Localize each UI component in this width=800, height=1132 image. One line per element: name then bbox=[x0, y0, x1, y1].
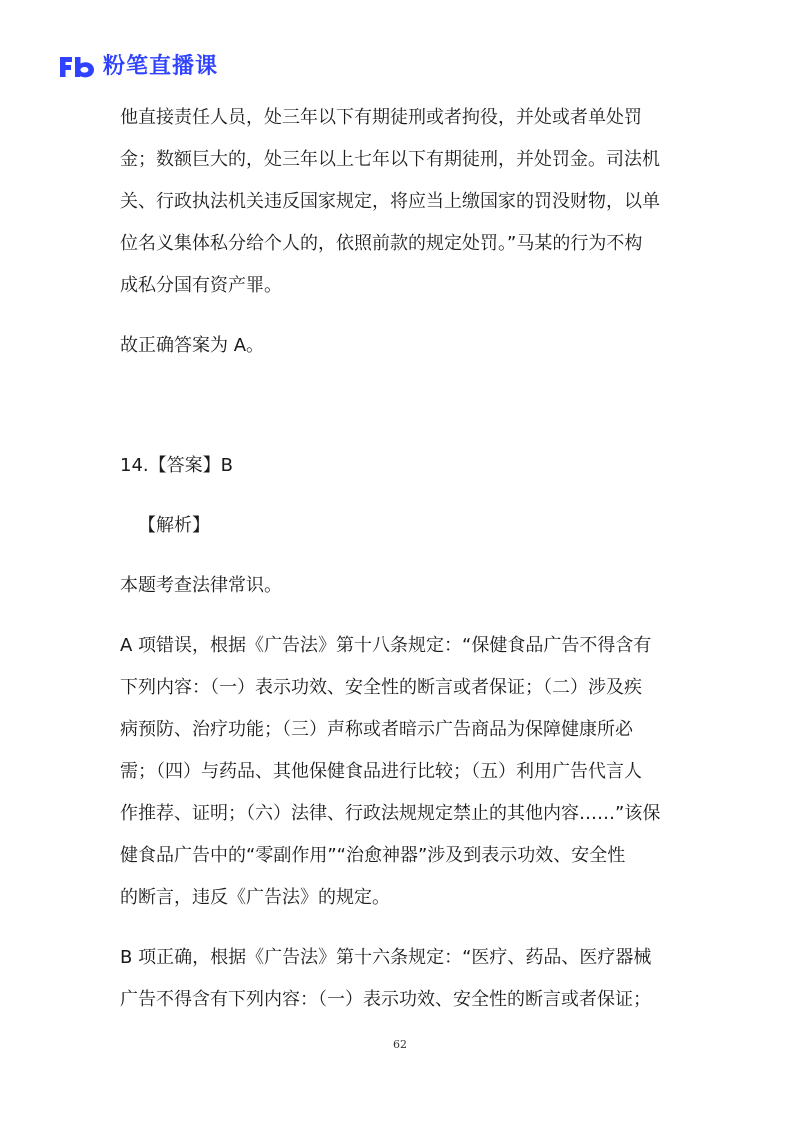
paragraph-line: 作推荐、证明；（六）法律、行政法规规定禁止的其他内容……”该保 bbox=[120, 803, 661, 824]
paragraph-line: 成私分国有资产罪。 bbox=[120, 275, 282, 296]
paragraph-line: 健食品广告中的“零副作用”“治愈神器”涉及到表示功效、安全性 bbox=[120, 845, 626, 866]
paragraph-line: 关、行政执法机关违反国家规定，将应当上缴国家的罚没财物，以单 bbox=[120, 191, 660, 212]
paragraph-line: 本题考查法律常识。 bbox=[120, 575, 282, 596]
paragraph-line: A 项错误，根据《广告法》第十八条规定：“保健食品广告不得含有 bbox=[120, 635, 652, 656]
page-number: 62 bbox=[393, 1038, 407, 1051]
paragraph-line: 病预防、治疗功能；（三）声称或者暗示广告商品为保障健康所必 bbox=[120, 719, 633, 740]
paragraph-line: 金；数额巨大的，处三年以上七年以下有期徒刑，并处罚金。司法机 bbox=[120, 149, 660, 170]
paragraph-line: 广告不得含有下列内容：（一）表示功效、安全性的断言或者保证； bbox=[120, 989, 651, 1010]
brand-name: 粉笔直播课 bbox=[103, 54, 219, 79]
analysis-heading: 【解析】 bbox=[138, 515, 210, 536]
paragraph-line: 需；（四）与药品、其他保健食品进行比较；（五）利用广告代言人 bbox=[120, 761, 642, 782]
paragraph-line: B 项正确，根据《广告法》第十六条规定：“医疗、药品、医疗器械 bbox=[120, 947, 652, 968]
paragraph-line: 下列内容：（一）表示功效、安全性的断言或者保证；（二）涉及疾 bbox=[120, 677, 642, 698]
paragraph-line: 他直接责任人员，处三年以下有期徒刑或者拘役，并处或者单处罚 bbox=[120, 107, 642, 128]
page-header bbox=[57, 52, 218, 82]
question-answer-heading: 14.【答案】B bbox=[120, 455, 233, 476]
paragraph-line: 的断言，违反《广告法》的规定。 bbox=[120, 887, 390, 908]
fb-logo-icon bbox=[57, 54, 97, 80]
answer-conclusion: 故正确答案为 A。 bbox=[120, 335, 265, 356]
paragraph-line: 位名义集体私分给个人的，依照前款的规定处罚。”马某的行为不构 bbox=[120, 233, 643, 254]
